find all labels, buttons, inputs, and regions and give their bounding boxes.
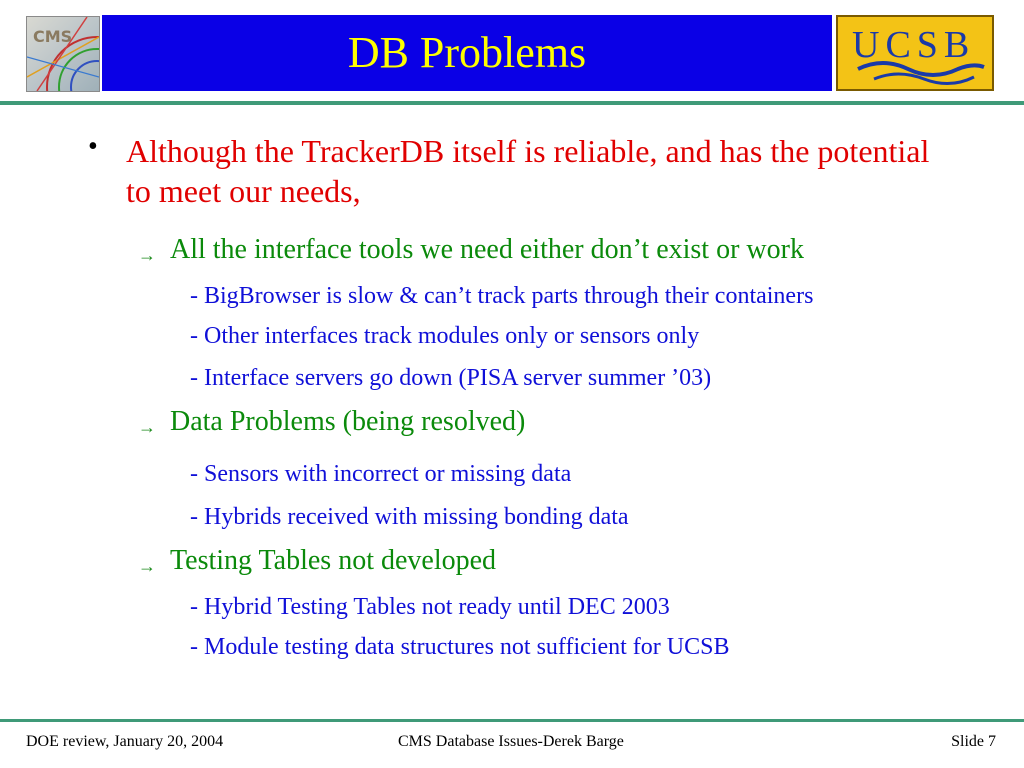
cms-logo-text: CMS — [33, 27, 73, 46]
ucsb-logo — [836, 15, 994, 91]
ucsb-logo-waves — [838, 17, 992, 89]
detail-item: - Module testing data structures not sufficient for UCSB — [190, 634, 730, 660]
cms-logo — [26, 16, 100, 92]
detail-item: - Hybrids received with missing bonding data — [190, 504, 629, 530]
footer-center: CMS Database Issues-Derek Barge — [398, 733, 624, 750]
main-bullet-text: Although the TrackerDB itself is reliable, and has the potential to meet our needs, — [126, 133, 930, 209]
slide-number: Slide 7 — [951, 733, 996, 750]
arrow-right-icon: → — [138, 417, 156, 437]
footer-left: DOE review, January 20, 2004 — [26, 733, 224, 750]
detail-item: - Hybrid Testing Tables not ready until DEC 2003 — [190, 594, 670, 620]
subpoint-label: All the interface tools we need either don’t exist or work — [170, 234, 804, 265]
detail-item: - BigBrowser is slow & can’t track parts through their containers — [190, 283, 814, 309]
subpoint-label: Data Problems (being resolved) — [170, 406, 526, 437]
arrow-right-icon: → — [138, 556, 156, 576]
ucsb-logo-text: UCSB — [852, 24, 976, 66]
page-title: DB Problems — [347, 28, 587, 77]
bullet-dot: • — [88, 131, 98, 162]
footer-rule — [0, 719, 1024, 722]
detail-item: - Sensors with incorrect or missing data — [190, 461, 572, 487]
detail-item: - Interface servers go down (PISA server summer ’03) — [190, 365, 712, 391]
title-bar — [102, 15, 832, 91]
subpoint-label: Testing Tables not developed — [170, 545, 497, 576]
arrow-right-icon: → — [138, 245, 156, 265]
detail-item: - Other interfaces track modules only or sensors only — [190, 323, 700, 349]
header-rule — [0, 101, 1024, 105]
